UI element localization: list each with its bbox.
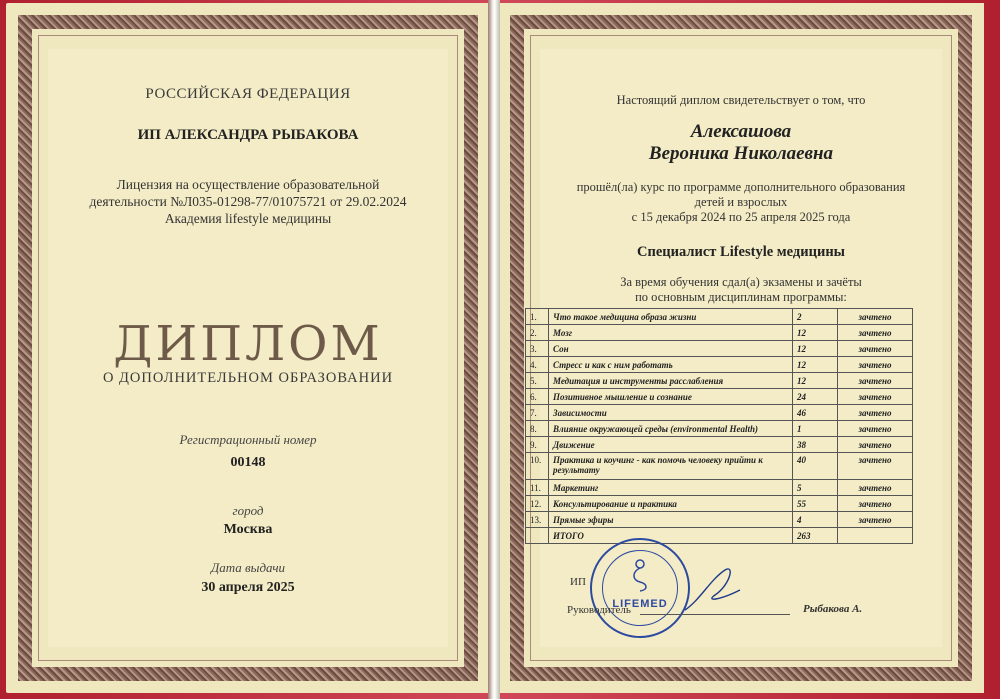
diploma-title: ДИПЛОМ xyxy=(113,316,383,372)
course-line: прошёл(ла) курс по программе дополнительного образования xyxy=(576,180,906,194)
total-label: ИТОГО xyxy=(549,528,793,544)
subject-name: Влияние окружающей среды (environmental Health) xyxy=(549,421,793,437)
subject-number: 1. xyxy=(526,309,549,325)
registration-number: 00148 xyxy=(230,455,266,470)
subject-result: зачтено xyxy=(838,421,913,437)
subject-hours: 4 xyxy=(793,512,838,528)
subject-name: Мозг xyxy=(549,325,793,341)
subject-result: зачтено xyxy=(838,480,913,496)
table-row xyxy=(526,325,913,341)
table-row xyxy=(526,453,913,480)
issue-date: 30 апреля 2025 xyxy=(201,580,295,595)
course-line: детей и взрослых xyxy=(694,195,788,209)
course-description xyxy=(498,180,984,225)
exams-line: За время обучения сдал(а) экзамены и зачёты xyxy=(620,275,862,289)
stamp-text: LIFEMED xyxy=(612,598,668,610)
table-row xyxy=(526,341,913,357)
table-row xyxy=(526,405,913,421)
license-info xyxy=(6,176,490,227)
subject-hours: 55 xyxy=(793,496,838,512)
certificate-intro: Настоящий диплом свидетельствует о том, что xyxy=(616,93,866,107)
subject-name: Позитивное мышление и сознание xyxy=(549,389,793,405)
registration-label: Регистрационный номер xyxy=(179,432,317,447)
subject-result: зачтено xyxy=(838,453,913,480)
subject-hours: 38 xyxy=(793,437,838,453)
city-label: город xyxy=(232,503,264,518)
subject-hours: 12 xyxy=(793,341,838,357)
subject-name: Медитация и инструменты расслабления xyxy=(549,373,793,389)
subject-number: 9. xyxy=(526,437,549,453)
subject-result: зачтено xyxy=(838,325,913,341)
subject-number: 5. xyxy=(526,373,549,389)
table-cell xyxy=(526,528,549,544)
subject-number: 11. xyxy=(526,480,549,496)
subjects-table xyxy=(525,308,913,544)
total-row xyxy=(526,528,913,544)
subject-hours: 5 xyxy=(793,480,838,496)
subject-name: Движение xyxy=(549,437,793,453)
table-row xyxy=(526,357,913,373)
subject-result: зачтено xyxy=(838,309,913,325)
subject-name: Стресс и как с ним работать xyxy=(549,357,793,373)
subject-hours: 2 xyxy=(793,309,838,325)
subject-number: 6. xyxy=(526,389,549,405)
subject-name: Консультирование и практика xyxy=(549,496,793,512)
license-line: Лицензия на осуществление образовательной xyxy=(116,177,380,192)
exams-intro xyxy=(498,275,984,305)
table-row xyxy=(526,496,913,512)
subject-result: зачтено xyxy=(838,496,913,512)
table-row xyxy=(526,373,913,389)
subject-hours: 1 xyxy=(793,421,838,437)
handwritten-signature xyxy=(680,560,750,620)
recipient-given-names: Вероника Николаевна xyxy=(648,143,834,164)
subject-number: 8. xyxy=(526,421,549,437)
subject-hours: 40 xyxy=(793,453,838,480)
subject-name: Зависимости xyxy=(549,405,793,421)
subject-number: 4. xyxy=(526,357,549,373)
table-cell xyxy=(838,528,913,544)
table-row xyxy=(526,309,913,325)
subject-number: 13. xyxy=(526,512,549,528)
organization-stamp xyxy=(590,538,690,638)
issue-date-label: Дата выдачи xyxy=(210,560,286,575)
table-row xyxy=(526,389,913,405)
city-value: Москва xyxy=(223,522,273,537)
specialty: Специалист Lifestyle медицины xyxy=(637,244,845,260)
subject-hours: 46 xyxy=(793,405,838,421)
recipient-surname: Алексашова xyxy=(690,121,792,142)
subject-name: Маркетинг xyxy=(549,480,793,496)
diploma-subtitle: О ДОПОЛНИТЕЛЬНОМ ОБРАЗОВАНИИ xyxy=(102,370,394,386)
subject-hours: 24 xyxy=(793,389,838,405)
subject-number: 3. xyxy=(526,341,549,357)
subject-hours: 12 xyxy=(793,373,838,389)
license-line: деятельности №Л035-01298-77/01075721 от 29.02.2024 xyxy=(89,194,407,209)
subject-hours: 12 xyxy=(793,325,838,341)
table-row xyxy=(526,437,913,453)
head-label: Руководитель xyxy=(567,604,631,616)
subject-number: 12. xyxy=(526,496,549,512)
subject-result: зачтено xyxy=(838,341,913,357)
course-dates: с 15 декабря 2024 по 25 апреля 2025 года xyxy=(631,210,851,224)
subject-result: зачтено xyxy=(838,512,913,528)
subject-result: зачтено xyxy=(838,437,913,453)
subject-result: зачтено xyxy=(838,357,913,373)
subject-result: зачтено xyxy=(838,373,913,389)
organization-name: ИП АЛЕКСАНДРА РЫБАКОВА xyxy=(137,127,359,143)
total-hours: 263 xyxy=(793,528,838,544)
table-row xyxy=(526,421,913,437)
signature-line xyxy=(640,614,790,615)
exams-line: по основным дисциплинам программы: xyxy=(635,290,847,304)
subject-name: Что такое медицина образа жизни xyxy=(549,309,793,325)
stamp-logo-icon xyxy=(630,558,650,592)
license-line: Академия lifestyle медицины xyxy=(164,211,332,226)
table-row xyxy=(526,512,913,528)
subject-number: 10. xyxy=(526,453,549,480)
recipient-name xyxy=(498,121,984,165)
subject-number: 2. xyxy=(526,325,549,341)
subject-name: Сон xyxy=(549,341,793,357)
subject-result: зачтено xyxy=(838,405,913,421)
subject-hours: 12 xyxy=(793,357,838,373)
subject-result: зачтено xyxy=(838,389,913,405)
country-heading: РОССИЙСКАЯ ФЕДЕРАЦИЯ xyxy=(145,86,351,102)
head-name: Рыбакова А. xyxy=(803,603,863,615)
ip-label: ИП xyxy=(570,576,586,588)
table-row xyxy=(526,480,913,496)
subject-number: 7. xyxy=(526,405,549,421)
subject-name: Практика и коучинг - как помочь человеку прийти к результату xyxy=(549,453,793,480)
subject-name: Прямые эфиры xyxy=(549,512,793,528)
